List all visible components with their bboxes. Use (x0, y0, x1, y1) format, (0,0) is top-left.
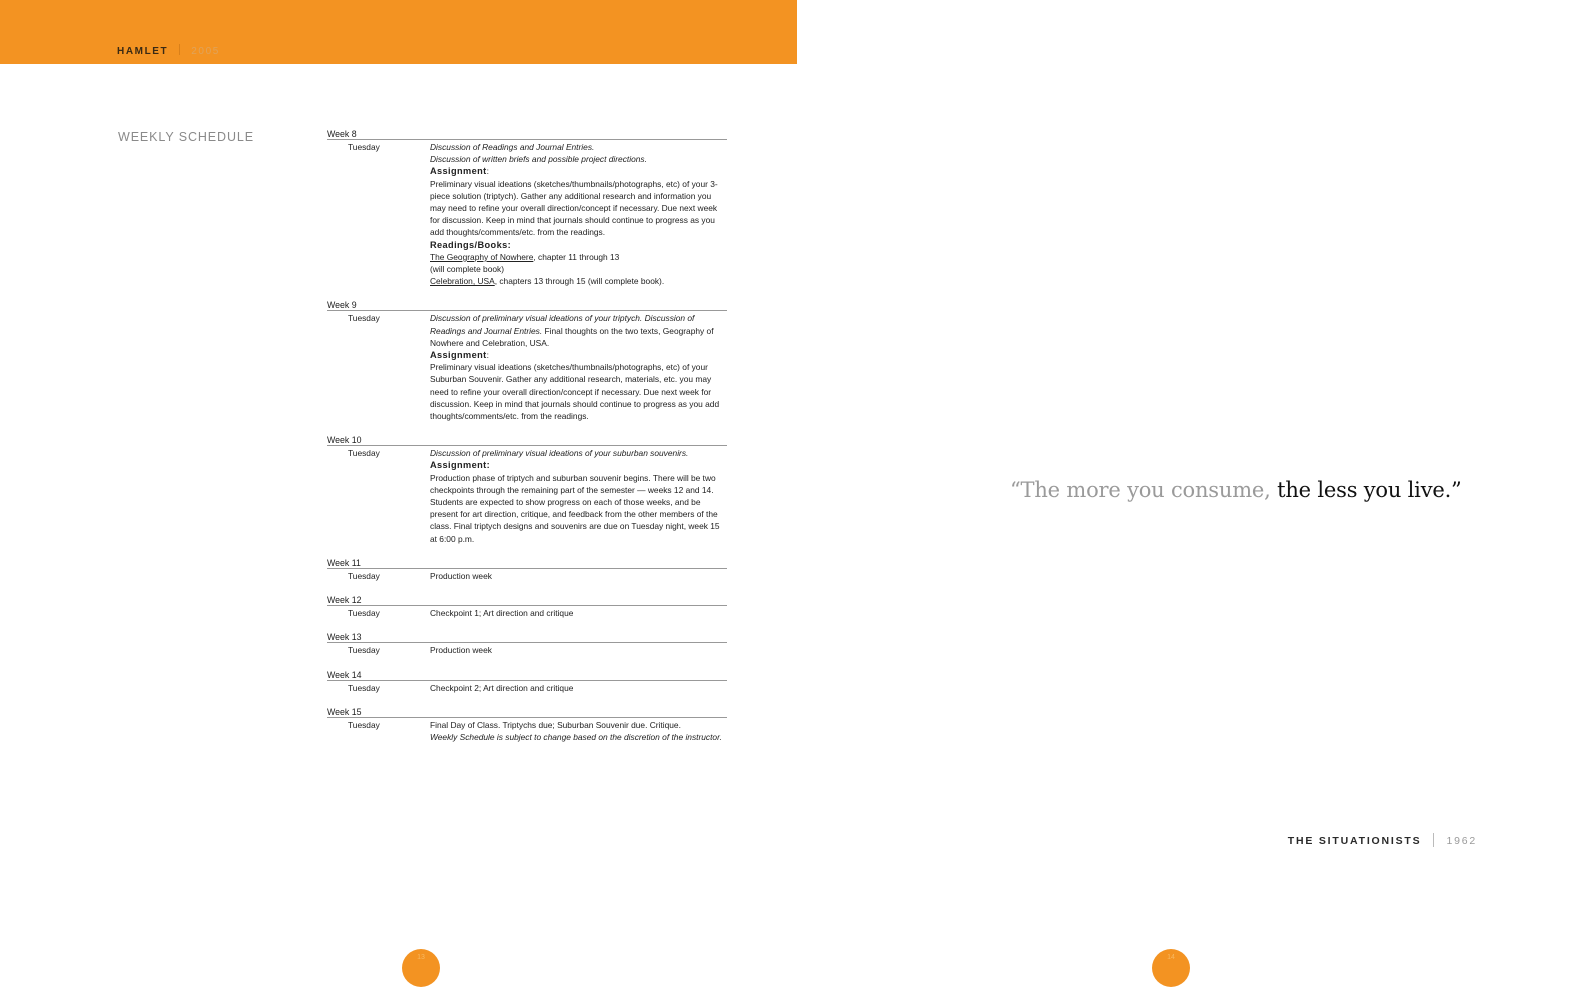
week-label: Week 9 (327, 299, 727, 311)
week-day: Tuesday (348, 719, 380, 730)
reading-detail: , chapters 13 through 15 (will complete book). (494, 276, 665, 287)
week-content (430, 719, 727, 743)
week-8 (327, 128, 727, 287)
assignment-text: Preliminary visual ideations (sketches/thumbnails/photographs, etc) of your 3-piece solution (triptych). Gather any additional research and information you may need to refine your overall direction/concept if necessary. Due next week for discussion. Keep in mind that journals should continue to progress as you add thoughts/comments/etc. from the readings. (430, 178, 718, 238)
discussion-text: Final thoughts on the two texts, Geography of Nowhere and Celebration, USA. (430, 325, 714, 348)
footer-divider (1433, 833, 1434, 847)
week-9 (327, 299, 727, 422)
assignment-label: Assignment: (430, 460, 491, 471)
week-13 (327, 631, 727, 656)
week-label: Week 10 (327, 434, 727, 446)
week-content: Production week (430, 570, 492, 581)
week-10 (327, 434, 727, 545)
week-day: Tuesday (348, 608, 380, 619)
reading-title: Celebration, USA (430, 276, 495, 287)
assignment-label: Assignment (430, 350, 487, 361)
quote-part-emphasis: the less you live.” (1277, 478, 1462, 502)
assignment-text: Preliminary visual ideations (sketches/thumbnails/photographs, etc) of your Suburban Souvenir. Gather any additional research, materials, etc. you may need to refine your overall direction/concept if necessary. Due next week for discussion. Keep in mind that journals should continue to progress as you add thoughts/comments/etc. from the readings. (430, 362, 720, 422)
week-day: Tuesday (348, 570, 380, 581)
week-day: Tuesday (348, 645, 380, 656)
week-15 (327, 706, 727, 743)
week-label: Week 14 (327, 669, 727, 681)
header-divider (179, 44, 180, 55)
reading-title: The Geography of Nowhere (430, 251, 534, 262)
week-12 (327, 594, 727, 619)
week-content: Checkpoint 2; Art direction and critique (430, 682, 574, 693)
discussion-text: Discussion of written briefs and possible project directions. (430, 154, 647, 165)
week-day: Tuesday (348, 313, 380, 324)
week-label: Week 12 (327, 594, 727, 606)
header-title: HAMLET (117, 46, 169, 57)
assignment-text: Production phase of triptych and suburban souvenir begins. There will be two checkpoints through the remaining part of the semester — weeks 12 and 14. Students are expected to show progress on each of those weeks, and be present for art direction, critique, and feedback from the other members of the class. Final triptych designs and souvenirs are due on Tuesday night, week 15 at 6:00 p.m. (430, 472, 720, 544)
week-text: Final Day of Class. Triptychs due; Suburban Souvenir due. Critique. (430, 719, 681, 730)
week-label: Week 8 (327, 128, 727, 140)
discussion-text: Discussion of preliminary visual ideations of your suburban souvenirs. (430, 448, 689, 459)
week-day: Tuesday (348, 448, 380, 459)
schedule-note: Weekly Schedule is subject to change based on the discretion of the instructor. (430, 731, 722, 742)
week-label: Week 15 (327, 706, 727, 718)
week-content: Discussion of preliminary visual ideations of your triptych. Discussion of Readings and Journal Entries. Final thoughts on the two texts, Geography of Nowhere and Celebration, USA. Assignment: Preliminary visual ideations (sketches/thumbnails/photographs, etc) of your Suburban Souvenir. Gather any additional research, materials, etc. you may need to refine your overall direction/concept if necessary. Due next week for discussion. Keep in mind that journals should continue to progress as you add thoughts/comments/etc. from the readings. (430, 312, 727, 422)
week-label: Week 13 (327, 631, 727, 643)
week-day: Tuesday (348, 142, 380, 152)
week-day: Tuesday (348, 682, 380, 693)
week-label: Week 11 (327, 557, 727, 569)
week-content: Discussion of Readings and Journal Entries. Discussion of written briefs and possible project directions. Assignment: Preliminary visual ideations (sketches/thumbnails/photographs, etc) of your 3-piece solution (triptych). Gather any additional research and information you may need to refine your overall direction/concept if necessary. Due next week for discussion. Keep in mind that journals should continue to progress as you add thoughts/comments/etc. from the readings. Readings/Books: The Geography of Nowhere, chapter 11 through 13 (will complete book) Celebration, USA, chapters 13 through 15 (will complete book). (430, 141, 727, 287)
reading-detail: , chapter 11 through 13 (533, 251, 620, 262)
page-number-right: 14 (1152, 949, 1190, 987)
week-content: Production week (430, 645, 492, 656)
week-14 (327, 669, 727, 694)
quote-part-muted: “The more you consume, (1010, 478, 1278, 502)
pull-quote (1010, 478, 1462, 502)
weekly-schedule (327, 128, 727, 755)
discussion-text: Discussion of Readings and Journal Entries. (430, 142, 595, 152)
footer-year: 1962 (1446, 835, 1477, 847)
page-number-left: 13 (402, 949, 440, 987)
assignment-label: Assignment (430, 166, 487, 177)
footer-header (1288, 833, 1477, 847)
section-label: WEEKLY SCHEDULE (118, 130, 254, 144)
reading-note: (will complete book) (430, 264, 505, 275)
header-year: 2005 (191, 46, 220, 57)
discussion-text: Discussion of preliminary visual ideations of your triptych. Discussion of Readings and Journal Entries. (430, 313, 695, 336)
week-content: Checkpoint 1; Art direction and critique (430, 608, 574, 619)
week-content (430, 447, 727, 545)
running-header (117, 44, 220, 57)
footer-title: THE SITUATIONISTS (1287, 835, 1422, 847)
readings-label: Readings/Books: (430, 239, 512, 250)
week-11 (327, 557, 727, 582)
